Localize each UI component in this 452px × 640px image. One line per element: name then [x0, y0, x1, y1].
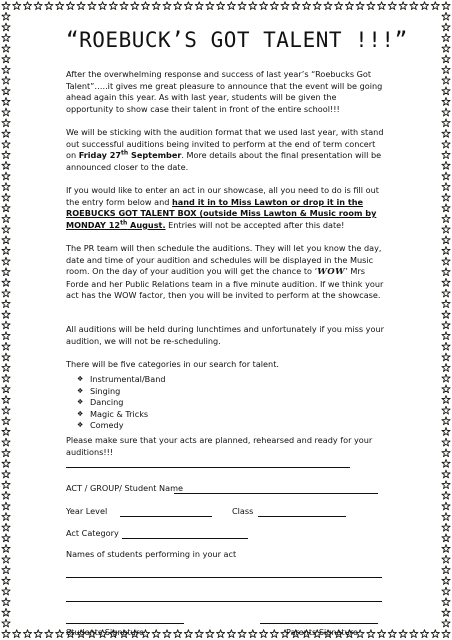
- star-icon: [195, 630, 203, 638]
- star-icon: [442, 619, 450, 627]
- star-icon: [302, 2, 310, 10]
- star-icon: [442, 427, 450, 435]
- star-icon: [2, 555, 10, 563]
- year-level-field[interactable]: [120, 516, 212, 517]
- star-icon: [2, 151, 10, 159]
- star-icon: [216, 630, 224, 638]
- wow-word: WOW: [317, 267, 346, 278]
- star-icon: [367, 630, 375, 638]
- star-icon: [442, 470, 450, 478]
- closing-blank-line[interactable]: [66, 467, 350, 468]
- act-name-field[interactable]: [174, 493, 378, 494]
- star-icon: [442, 321, 450, 329]
- star-icon: [281, 2, 289, 10]
- star-icon: [2, 523, 10, 531]
- star-icon: [442, 300, 450, 308]
- star-icon: [259, 2, 267, 10]
- star-icon: [345, 2, 353, 10]
- star-icon: [77, 2, 85, 10]
- star-icon: [442, 66, 450, 74]
- star-icon: [399, 630, 407, 638]
- star-icon: [45, 2, 53, 10]
- star-icon: [2, 257, 10, 265]
- star-icon: [23, 630, 31, 638]
- act-category-label: Act Category: [66, 528, 119, 538]
- lunchtime-paragraph: All auditions will be held during lunchtimes and unfortunately if you miss your audition, we will not be re-scheduling.: [66, 324, 384, 346]
- star-icon: [442, 215, 450, 223]
- star-icon: [2, 55, 10, 63]
- star-icon: [45, 630, 53, 638]
- star-icon: [270, 2, 278, 10]
- star-icon: [2, 470, 10, 478]
- list-item: ❖ Instrumental/Band: [77, 374, 166, 384]
- page-title: “ROEBUCK’S GOT TALENT !!!”: [66, 28, 408, 52]
- star-icon: [442, 204, 450, 212]
- star-icon: [2, 364, 10, 372]
- star-icon: [238, 630, 246, 638]
- star-icon: [174, 630, 182, 638]
- star-icon: [2, 438, 10, 446]
- star-icon: [13, 630, 21, 638]
- star-icon: [442, 332, 450, 340]
- star-icon: [2, 215, 10, 223]
- star-icon: [2, 246, 10, 254]
- star-icon: [442, 630, 450, 638]
- star-icon: [442, 140, 450, 148]
- star-icon: [442, 97, 450, 105]
- star-icon: [442, 353, 450, 361]
- star-icon: [431, 630, 439, 638]
- star-icon: [442, 76, 450, 84]
- star-icon: [2, 300, 10, 308]
- star-icon: [66, 2, 74, 10]
- star-icon: [292, 2, 300, 10]
- star-icon: [442, 129, 450, 137]
- star-icon: [2, 395, 10, 403]
- star-icon: [56, 2, 64, 10]
- star-icon: [442, 161, 450, 169]
- parent-signature-field[interactable]: [260, 623, 378, 624]
- star-icon: [2, 183, 10, 191]
- star-icon: [2, 353, 10, 361]
- schedule-paragraph: The PR team will then schedule the auditions. They will let you know the day, date and time of your audition and schedules will be displayed in the Music room. On the day of your audition you will get the chance to ‘WOW’ Mrs Forde and her Public Relations team in a five minute audition. If we think your act has the WOW factor, then you will be invited to perform at the showcase.: [66, 243, 384, 301]
- star-icon: [13, 2, 21, 10]
- star-icon: [2, 459, 10, 467]
- star-icon: [2, 161, 10, 169]
- star-icon: [2, 268, 10, 276]
- star-icon: [442, 268, 450, 276]
- class-label: Class: [232, 506, 254, 516]
- star-icon: [2, 342, 10, 350]
- star-icon: [195, 2, 203, 10]
- audition-format-paragraph: We will be sticking with the audition format that we used last year, with stand out successful auditions being invited to perform at the end of term concert on Friday 27th September. More details about the final presentation will be announced closer to the date.: [66, 127, 384, 172]
- star-icon: [442, 608, 450, 616]
- diamond-bullet-icon: ❖: [77, 386, 84, 395]
- star-icon: [2, 2, 10, 10]
- star-icon: [56, 630, 64, 638]
- star-icon: [2, 310, 10, 318]
- star-icon: [442, 172, 450, 180]
- star-icon: [2, 66, 10, 74]
- star-icon: [377, 630, 385, 638]
- star-icon: [442, 119, 450, 127]
- star-icon: [442, 87, 450, 95]
- star-icon: [442, 225, 450, 233]
- star-icon: [367, 2, 375, 10]
- star-icon: [2, 566, 10, 574]
- star-icon: [420, 2, 428, 10]
- entry-instructions-paragraph: If you would like to enter an act in our showcase, all you need to do is fill out the entry form below and hand it in to Miss Lawton or drop it in the ROEBUCKS GOT TALENT BOX (outside Miss Lawton & Music room by MONDAY 12th August. Entries will not be accepted after this date!: [66, 185, 379, 230]
- star-icon: [442, 406, 450, 414]
- star-icon: [442, 246, 450, 254]
- star-icon: [442, 108, 450, 116]
- star-icon: [120, 2, 128, 10]
- star-icon: [227, 2, 235, 10]
- star-icon: [2, 544, 10, 552]
- diamond-bullet-icon: ❖: [77, 375, 84, 383]
- star-icon: [98, 2, 106, 10]
- star-icon: [442, 257, 450, 265]
- star-icon: [442, 576, 450, 584]
- star-icon: [23, 2, 31, 10]
- categories-intro: There will be five categories in our search for talent.: [66, 359, 279, 369]
- star-icon: [2, 608, 10, 616]
- star-icon: [442, 417, 450, 425]
- diamond-bullet-icon: ❖: [77, 409, 84, 418]
- star-icon: [2, 278, 10, 286]
- star-icon: [2, 598, 10, 606]
- star-icon: [442, 193, 450, 201]
- star-icon: [163, 2, 171, 10]
- star-icon: [420, 630, 428, 638]
- star-icon: [2, 236, 10, 244]
- star-icon: [249, 2, 257, 10]
- list-item: ❖ Comedy: [77, 420, 124, 431]
- star-icon: [442, 502, 450, 510]
- category-list: [77, 374, 166, 432]
- flyer-content: [66, 28, 408, 637]
- act-name-label: ACT / GROUP/ Student Name: [66, 483, 183, 493]
- star-icon: [442, 183, 450, 191]
- star-icon: [270, 630, 278, 638]
- star-icon: [206, 630, 214, 638]
- star-icon: [410, 2, 418, 10]
- list-item: ❖ Singing: [77, 385, 121, 396]
- star-icon: [249, 630, 257, 638]
- star-icon: [442, 459, 450, 467]
- star-icon: [442, 523, 450, 531]
- star-icon: [410, 630, 418, 638]
- star-icon: [2, 140, 10, 148]
- intro-paragraph: After the overwhelming response and success of last year’s “Roebucks Got Talent”…..it gives me great pleasure to announce that the event will be going ahead again this year. As with last year, students will be given the opportunity to show case their talent in front of the entire school!!!: [66, 69, 383, 114]
- star-icon: [2, 289, 10, 297]
- star-icon: [442, 364, 450, 372]
- star-icon: [2, 108, 10, 116]
- star-icon: [442, 491, 450, 499]
- star-icon: [2, 119, 10, 127]
- star-icon: [88, 2, 96, 10]
- star-icon: [2, 12, 10, 20]
- star-icon: [259, 630, 267, 638]
- act-category-field[interactable]: [122, 538, 248, 539]
- star-icon: [442, 289, 450, 297]
- star-icon: [442, 236, 450, 244]
- star-icon: [227, 630, 235, 638]
- star-icon: [442, 395, 450, 403]
- star-icon: [2, 406, 10, 414]
- star-icon: [2, 576, 10, 584]
- star-icon: [2, 630, 10, 638]
- star-icon: [184, 2, 192, 10]
- star-icon: [2, 172, 10, 180]
- star-icon: [442, 438, 450, 446]
- star-icon: [442, 544, 450, 552]
- star-icon: [2, 427, 10, 435]
- star-icon: [152, 630, 160, 638]
- star-icon: [238, 2, 246, 10]
- star-icon: [442, 587, 450, 595]
- star-icon: [335, 2, 343, 10]
- star-icon: [2, 225, 10, 233]
- star-icon: [431, 2, 439, 10]
- star-icon: [2, 129, 10, 137]
- star-icon: [442, 566, 450, 574]
- star-icon: [2, 193, 10, 201]
- star-icon: [2, 534, 10, 542]
- star-icon: [34, 2, 42, 10]
- star-icon: [442, 555, 450, 563]
- star-icon: [2, 374, 10, 382]
- star-icon: [442, 534, 450, 542]
- star-icon: [324, 2, 332, 10]
- list-item: ❖ Dancing: [77, 397, 124, 408]
- star-icon: [34, 630, 42, 638]
- star-icon: [141, 2, 149, 10]
- star-icon: [442, 513, 450, 521]
- star-icon: [2, 502, 10, 510]
- star-icon: [442, 2, 450, 10]
- star-icon: [152, 2, 160, 10]
- star-icon: [442, 449, 450, 457]
- class-field[interactable]: [258, 516, 346, 517]
- star-icon: [442, 374, 450, 382]
- students-names-field[interactable]: [66, 601, 382, 602]
- star-icon: [2, 417, 10, 425]
- star-icon: [388, 630, 396, 638]
- star-icon: [2, 87, 10, 95]
- star-icon: [2, 385, 10, 393]
- star-icon: [442, 23, 450, 31]
- star-icon: [2, 587, 10, 595]
- star-icon: [131, 2, 139, 10]
- students-names-label: Names of students performing in your act: [66, 549, 237, 559]
- student-signature-field[interactable]: [66, 623, 184, 624]
- star-icon: [2, 321, 10, 329]
- star-icon: [442, 342, 450, 350]
- star-icon: [442, 44, 450, 52]
- list-item: ❖ Magic & Tricks: [77, 408, 149, 419]
- star-icon: [442, 151, 450, 159]
- star-icon: [216, 2, 224, 10]
- year-level-label: Year Level: [66, 506, 108, 516]
- star-icon: [442, 12, 450, 20]
- star-icon: [2, 44, 10, 52]
- star-icon: [356, 2, 364, 10]
- star-icon: [388, 2, 396, 10]
- star-icon: [442, 278, 450, 286]
- star-icon: [2, 491, 10, 499]
- star-icon: [377, 2, 385, 10]
- star-icon: [163, 630, 171, 638]
- parent-signature-label: Parents Signature: [286, 627, 359, 637]
- star-icon: [174, 2, 182, 10]
- star-icon: [399, 2, 407, 10]
- star-icon: [2, 34, 10, 42]
- diamond-bullet-icon: ❖: [77, 421, 84, 430]
- star-icon: [2, 513, 10, 521]
- star-icon: [313, 2, 321, 10]
- star-icon: [2, 97, 10, 105]
- star-icon: [2, 23, 10, 31]
- star-icon: [2, 76, 10, 84]
- star-icon: [2, 332, 10, 340]
- star-icon: [442, 34, 450, 42]
- star-icon: [2, 449, 10, 457]
- star-icon: [442, 310, 450, 318]
- star-icon: [2, 481, 10, 489]
- star-icon: [442, 598, 450, 606]
- star-icon: [206, 2, 214, 10]
- closing-paragraph: Please make sure that your acts are planned, rehearsed and ready for your auditions!!!: [66, 435, 373, 457]
- star-icon: [442, 385, 450, 393]
- star-icon: [442, 55, 450, 63]
- diamond-bullet-icon: ❖: [77, 398, 84, 407]
- star-icon: [442, 481, 450, 489]
- student-signature-label: Students Signature: [66, 627, 144, 637]
- star-icon: [2, 204, 10, 212]
- star-icon: [109, 2, 117, 10]
- star-icon: [2, 619, 10, 627]
- students-names-field[interactable]: [66, 577, 382, 578]
- star-icon: [184, 630, 192, 638]
